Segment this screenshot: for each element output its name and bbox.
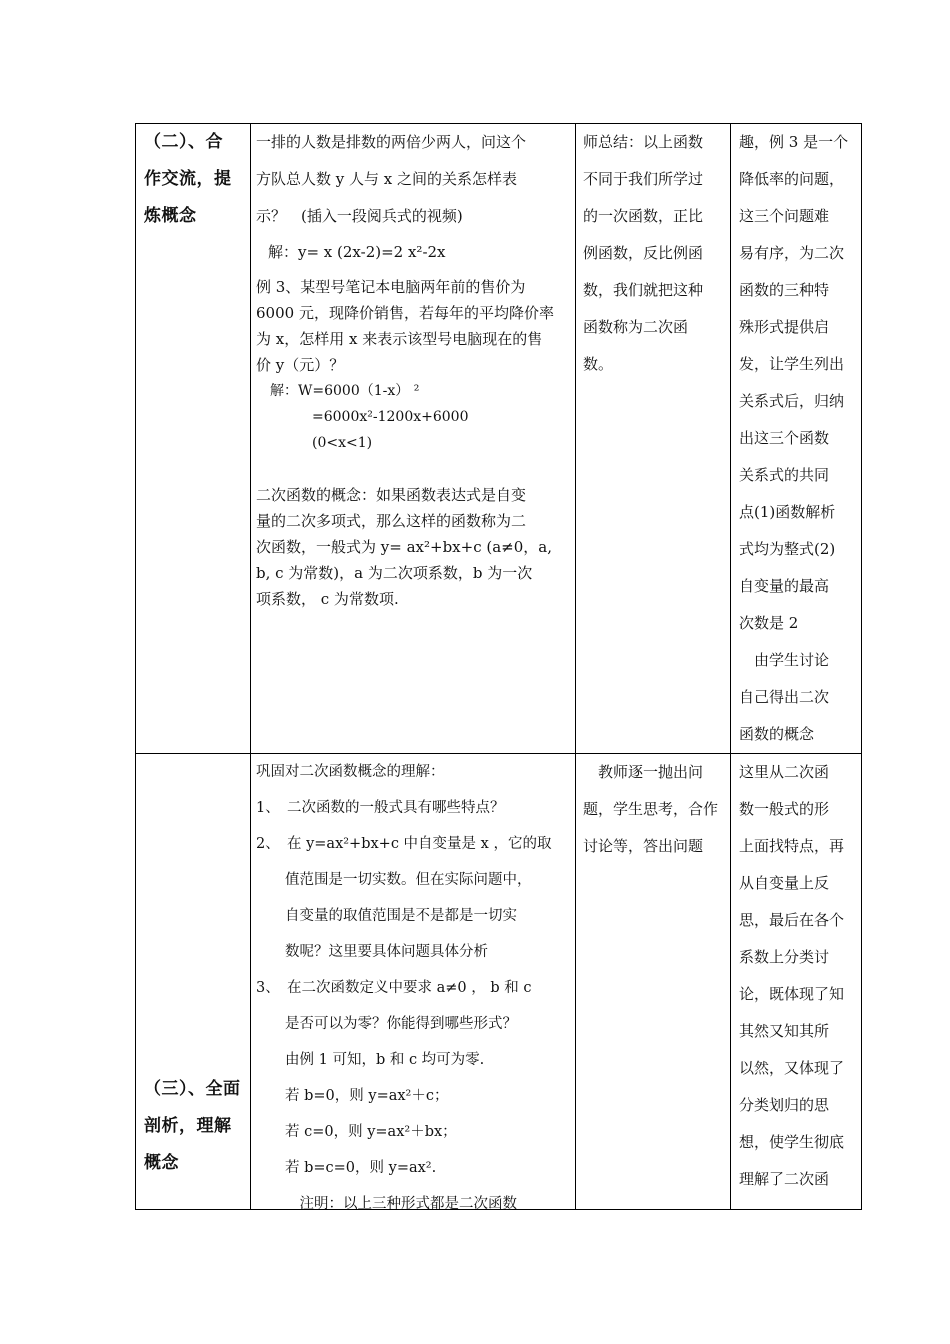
content-line: 值范围是一切实数。但在实际问题中， [256,872,532,888]
content-line: 若 b=c=0，则 y=ax². [256,1160,437,1176]
column-divider [250,124,251,1209]
content-cell-2 [256,124,572,612]
teacher-activity-cell-2: 师总结：以上函数 不同于我们所学过 的一次函数，正比 例函数，反比例函 数，我们就把这种 函数称为二次函 数。 [583,133,704,373]
content-line: 数呢？这里要具体问题具体分析 [256,944,488,960]
stage-line: 作交流，提 [144,169,232,189]
lesson-plan-table [135,123,862,1210]
stage-cell-3 [136,1071,250,1182]
column-divider [575,124,576,1209]
design-intent-cell-2: 趣，例 3 是一个 降低率的问题， 这三个问题难 易有序，为二次 函数的三种特 殊形式提供启 发，让学生列出 关系式后，归纳 出这三个函数 关系式的共同 点(1)函数解析 式均为整式(2) 自变量的最高 次数是 2 由学生讨论 自己得出二次 函数的概念 [739,133,849,743]
example-3: 例 3、某型号笔记本电脑两年前的售价为 6000 元，现降价销售，若每年的平均降价率 为 x，怎样用 x 来表示该型号电脑现在的售 价 y（元）？ [256,278,554,374]
content-line: 2、 在 y=ax²+bx+c 中自变量是 x ，它的取 [256,836,552,852]
content-cell-3 [256,754,572,1222]
solution-1: 解：y= x (2x-2)=2 x²-2x [268,243,446,261]
content-line: 1、 二次函数的一般式具有哪些特点？ [256,800,505,816]
design-intent-cell-3: 这里从二次函 数一般式的形 上面找特点，再 从自变量上反 思，最后在各个 系数上分类讨 论，既体现了知 其然又知其所 以然，又体现了 分类划归的思 想，使学生彻底 理解了二次函 [739,763,845,1188]
content-line: 3、 在二次函数定义中要求 a≠0 ， b 和 c [256,980,532,996]
stage-line: （二）、合 [144,132,223,152]
content-line: 巩固对二次函数概念的理解： [256,764,445,780]
stage-line: 炼概念 [144,206,197,226]
teacher-activity-cell-3: 教师逐一抛出问 题，学生思考，合作 讨论等，答出问题 [583,763,719,855]
stage-line: 剖析，理解 [144,1116,232,1136]
stage-line: （三）、全面 [144,1079,241,1099]
content-line: 若 c=0，则 y=ax²＋bx； [256,1124,457,1140]
content-line: 自变量的取值范围是不是都是一切实 [256,908,517,924]
stage-line: 概念 [144,1153,179,1173]
content-line: 是否可以为零？你能得到哪些形式？ [256,1016,517,1032]
content-line: 由例 1 可知，b 和 c 均可为零. [256,1052,485,1068]
concept-definition: 二次函数的概念：如果函数表达式是自变 量的二次多项式，那么这样的函数称为二 次函数，一般式为 y= ax²+bx+c (a≠0，a, b, c 为常数)，a 为二次项系数，b 为一次 项系数， c 为常数项. [256,486,552,608]
column-divider [730,124,731,1209]
content-line: 注明：以上三种形式都是二次函数 [256,1196,517,1212]
content-line: 若 b=0，则 y=ax²＋c； [256,1088,449,1104]
example-question: 一排的人数是排数的两倍少两人，问这个 方队总人数 y 人与 x 之间的关系怎样表 示？ (插入一段阅兵式的视频) [256,133,527,225]
solution-2: 解：W=6000（1-x） ² =6000x²-1200x+6000 (0<x<1) [270,383,469,451]
stage-cell-2 [136,124,250,235]
